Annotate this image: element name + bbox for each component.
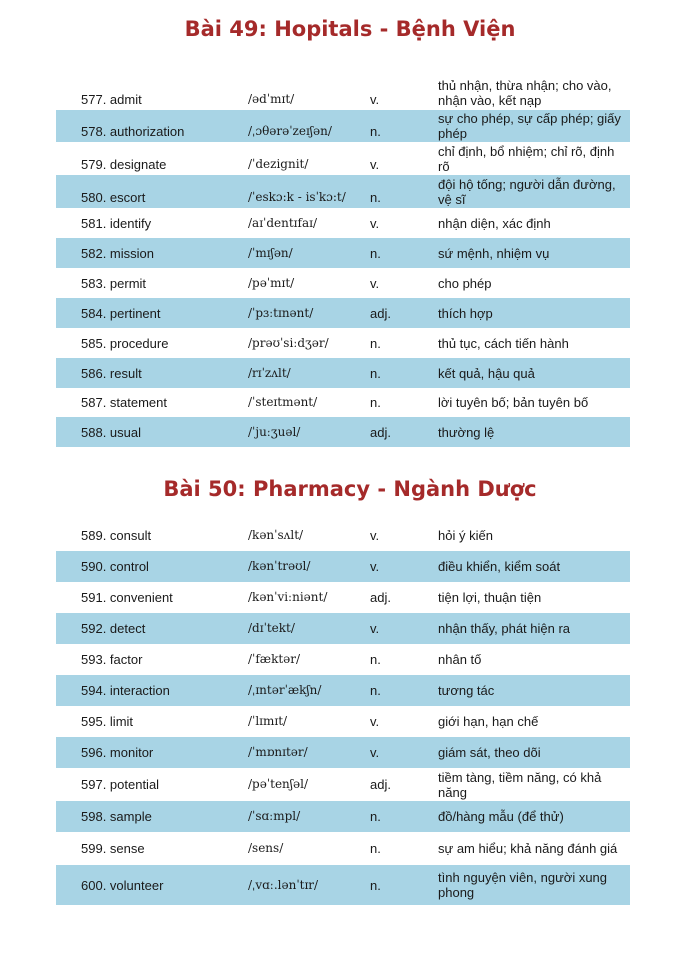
vocab-ipa: /ˌɪntərˈækʃn/ — [248, 683, 322, 697]
vocab-part-of-speech: adj. — [370, 424, 391, 440]
vocab-table-lesson-50 — [56, 520, 630, 905]
table-row — [56, 76, 630, 110]
table-row — [56, 298, 630, 328]
vocab-ipa: /pəˈmɪt/ — [248, 275, 295, 290]
vocab-word: 589. consult — [81, 528, 152, 543]
vocab-part-of-speech: v. — [370, 528, 380, 543]
vocab-meaning: nhận thấy, phát hiện ra — [438, 621, 571, 636]
vocab-ipa: /ˈmɒnɪtər/ — [248, 745, 308, 759]
vocab-ipa: /ədˈmɪt/ — [248, 92, 295, 106]
vocab-ipa: /ˈeskɔ:k - isˈkɔ:t/ — [248, 190, 346, 204]
vocab-meaning: đội hộ tống; người dẫn đường, vệ sĩ — [438, 176, 616, 207]
vocab-ipa: /aɪˈdentɪfaɪ/ — [248, 215, 317, 230]
vocab-part-of-speech: v. — [370, 745, 380, 760]
vocab-meaning: thủ tục, cách tiến hành — [438, 335, 569, 351]
vocab-word: 591. convenient — [81, 590, 173, 605]
vocab-ipa: /prəʊˈsiːdʒər/ — [248, 335, 329, 350]
table-row — [56, 417, 630, 447]
vocab-part-of-speech: adj. — [370, 777, 391, 792]
vocab-part-of-speech: n. — [370, 877, 381, 893]
vocab-meaning: giới hạn, hạn chế — [438, 714, 539, 729]
table-row — [56, 551, 630, 582]
vocab-ipa: /ˈsteɪtmənt/ — [248, 395, 318, 409]
vocab-meaning: sự cho phép, sự cấp phép; giấy phép — [438, 111, 621, 141]
table-row — [56, 865, 630, 905]
vocab-ipa: /ˈmɪʃən/ — [248, 245, 293, 260]
table-row — [56, 110, 630, 142]
vocab-part-of-speech: v. — [370, 275, 380, 291]
vocab-word: 582. mission — [81, 245, 154, 261]
table-row — [56, 328, 630, 358]
table-row — [56, 801, 630, 832]
table-row — [56, 737, 630, 768]
vocab-meaning: tình nguyện viên, người xung phong — [438, 870, 608, 900]
vocab-meaning: thường lệ — [438, 424, 495, 440]
vocab-meaning: chỉ định, bổ nhiệm; chỉ rõ, định rõ — [438, 143, 615, 174]
vocab-word: 579. designate — [81, 157, 167, 172]
vocab-part-of-speech: n. — [370, 245, 381, 261]
vocab-word: 596. monitor — [81, 745, 154, 760]
vocab-part-of-speech: n. — [370, 335, 381, 351]
vocab-part-of-speech: v. — [370, 215, 380, 231]
table-row — [56, 208, 630, 238]
vocab-word: 597. potential — [81, 777, 160, 792]
vocab-part-of-speech: n. — [370, 365, 381, 381]
table-row — [56, 238, 630, 268]
vocab-meaning: đồ/hàng mẫu (để thử) — [438, 809, 564, 824]
vocab-word: 593. factor — [81, 652, 143, 667]
vocab-part-of-speech: adj. — [370, 305, 391, 321]
vocab-meaning: kết quả, hậu quả — [438, 365, 535, 381]
vocab-word: 578. authorization — [81, 124, 185, 139]
table-row — [56, 644, 630, 675]
table-row — [56, 358, 630, 388]
vocab-part-of-speech: v. — [370, 92, 380, 107]
vocab-word: 580. escort — [81, 190, 146, 205]
table-row — [56, 142, 630, 175]
vocab-meaning: sự am hiểu; khả năng đánh giá — [438, 841, 618, 856]
vocab-word: 581. identify — [81, 215, 152, 231]
table-row — [56, 675, 630, 706]
vocab-ipa: /kənˈviːniənt/ — [248, 590, 328, 604]
vocab-part-of-speech: n. — [370, 190, 381, 205]
lesson-50-title: Bài 50: Pharmacy - Ngành Dược — [163, 477, 537, 501]
vocab-meaning: tương tác — [438, 683, 495, 698]
table-row — [56, 613, 630, 644]
vocab-ipa: /ˈlɪmɪt/ — [248, 714, 288, 728]
lesson-49-title: Bài 49: Hopitals - Bệnh Viện — [184, 17, 516, 41]
vocab-ipa: /ˈsɑːmpl/ — [248, 809, 301, 823]
table-row — [56, 832, 630, 865]
vocab-meaning: giám sát, theo dõi — [438, 745, 541, 760]
vocab-meaning: hỏi ý kiến — [438, 528, 493, 543]
vocab-part-of-speech: v. — [370, 559, 380, 574]
vocab-ipa: /ˈjuːʒuəl/ — [248, 424, 301, 439]
table-row — [56, 175, 630, 208]
table-row — [56, 388, 630, 417]
vocab-part-of-speech: n. — [370, 395, 381, 410]
table-row — [56, 520, 630, 551]
vocab-part-of-speech: n. — [370, 652, 381, 667]
vocab-meaning: nhận diện, xác định — [438, 215, 551, 231]
vocab-word: 594. interaction — [81, 683, 170, 698]
table-row — [56, 706, 630, 737]
vocab-meaning: điều khiển, kiểm soát — [438, 559, 561, 574]
vocab-ipa: /ˈfæktər/ — [248, 652, 301, 666]
vocab-word: 595. limit — [81, 714, 134, 729]
vocab-part-of-speech: v. — [370, 157, 380, 172]
vocab-meaning: tiềm tàng, tiềm năng, có khả năng — [438, 769, 602, 800]
vocab-meaning: nhân tố — [438, 652, 482, 667]
vocab-meaning: thích hợp — [438, 305, 493, 321]
table-row — [56, 268, 630, 298]
vocab-table-lesson-49 — [56, 76, 630, 447]
vocab-ipa: /ˈdezignit/ — [248, 157, 309, 171]
vocab-word: 584. pertinent — [81, 305, 161, 321]
vocab-word: 585. procedure — [81, 335, 169, 351]
vocab-part-of-speech: n. — [370, 124, 381, 139]
vocab-word: 577. admit — [81, 92, 142, 107]
vocab-meaning: lời tuyên bố; bản tuyên bố — [438, 395, 589, 410]
vocab-part-of-speech: n. — [370, 841, 381, 856]
vocab-part-of-speech: v. — [370, 621, 380, 636]
vocab-word: 586. result — [81, 365, 142, 381]
vocab-word: 600. volunteer — [81, 877, 164, 893]
vocab-ipa: /kənˈsʌlt/ — [248, 528, 304, 542]
vocab-ipa: /pəˈtenʃəl/ — [248, 777, 309, 791]
vocab-ipa: /rɪˈzʌlt/ — [248, 365, 291, 380]
vocab-part-of-speech: v. — [370, 714, 380, 729]
vocab-meaning: tiện lợi, thuận tiện — [438, 590, 542, 605]
vocab-ipa: /dɪˈtekt/ — [248, 621, 295, 635]
vocab-word: 598. sample — [81, 809, 152, 824]
vocab-ipa: /sens/ — [248, 841, 284, 855]
table-row — [56, 768, 630, 801]
vocab-ipa: /ˈpɜːtɪnənt/ — [248, 305, 314, 320]
vocab-word: 583. permit — [81, 275, 147, 291]
vocab-part-of-speech: adj. — [370, 590, 391, 605]
vocab-meaning: thủ nhận, thừa nhận; cho vào, nhận vào, kết nạp — [438, 78, 612, 108]
vocab-word: 599. sense — [81, 841, 145, 856]
vocab-meaning: cho phép — [438, 275, 492, 291]
vocab-word: 587. statement — [81, 395, 167, 410]
vocab-ipa: /ˌɔθərəˈzeɪʃən/ — [248, 124, 332, 138]
table-row — [56, 582, 630, 613]
vocab-ipa: /kənˈtrəʊl/ — [248, 559, 311, 573]
vocab-ipa: /ˌvɑː.lənˈtɪr/ — [248, 877, 319, 892]
vocab-word: 588. usual — [81, 424, 141, 440]
vocab-meaning: sứ mệnh, nhiệm vụ — [438, 245, 550, 261]
vocab-word: 590. control — [81, 559, 149, 574]
vocab-part-of-speech: n. — [370, 683, 381, 698]
vocab-word: 592. detect — [81, 621, 146, 636]
vocab-part-of-speech: n. — [370, 809, 381, 824]
